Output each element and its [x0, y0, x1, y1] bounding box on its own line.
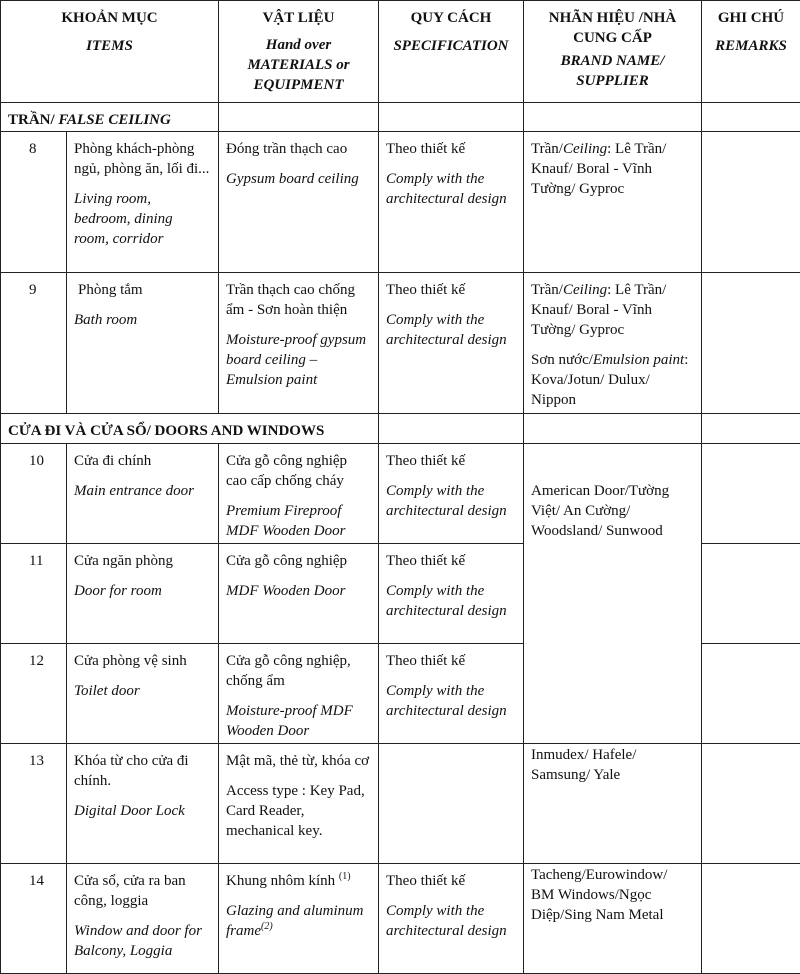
brand-cell: Trần/Ceiling: Lê Trần/ Knauf/ Boral - Vĩnh Tường/ Gyproc Sơn nước/Emulsion paint: Kova/Jotun/ Dulux/ Nippon [524, 273, 702, 414]
section-row-ceiling [1, 103, 800, 132]
row-number: 13 [1, 744, 67, 864]
item-cell: Khóa từ cho cửa đi chính. Digital Door Lock [67, 744, 219, 864]
row-number: 12 [1, 644, 67, 744]
spec-cell: Theo thiết kế Comply with the architectural design [379, 864, 524, 974]
brand-cell: Tacheng/Eurowindow/ BM Windows/Ngọc Diệp/Sing Nam Metal [524, 864, 702, 974]
material-cell: Đóng trần thạch cao Gypsum board ceiling [219, 132, 379, 273]
material-cell: Cửa gỗ công nghiệp cao cấp chống cháy Premium Fireproof MDF Wooden Door [219, 444, 379, 544]
item-cell: Phòng tắm Bath room [67, 273, 219, 414]
header-materials: VẬT LIỆU Hand over MATERIALS or EQUIPMENT [219, 1, 379, 103]
item-cell: Cửa phòng vệ sinh Toilet door [67, 644, 219, 744]
item-cell: Cửa sổ, cửa ra ban công, loggia Window and door for Balcony, Loggia [67, 864, 219, 974]
table-row [1, 864, 800, 974]
item-cell: Cửa đi chính Main entrance door [67, 444, 219, 544]
remarks-cell [702, 444, 800, 544]
material-cell: Cửa gỗ công nghiệp, chống ẩm Moisture-proof MDF Wooden Door [219, 644, 379, 744]
material-cell: Mật mã, thẻ từ, khóa cơ Access type : Key Pad, Card Reader, mechanical key. [219, 744, 379, 864]
header-row [1, 1, 800, 103]
header-items: KHOẢN MỤC ITEMS [1, 1, 219, 103]
spec-cell [379, 744, 524, 864]
remarks-cell [702, 744, 800, 864]
material-cell: Khung nhôm kính $^{(1)}$ Glazing and aluminum frame$^{(2)}$ [219, 864, 379, 974]
brand-cell-doors: American Door/Tường Việt/ An Cường/ Woodsland/ Sunwood [524, 444, 702, 744]
section-title-ceiling: TRẦN/ FALSE CEILING [1, 103, 219, 132]
spec-cell: Theo thiết kế Comply with the architectural design [379, 273, 524, 414]
table-row [1, 132, 800, 273]
remarks-cell [702, 864, 800, 974]
spec-cell: Theo thiết kế Comply with the architectural design [379, 132, 524, 273]
item-cell: Cửa ngăn phòng Door for room [67, 544, 219, 644]
header-remarks: GHI CHÚ REMARKS [702, 1, 800, 103]
material-cell: Cửa gỗ công nghiệp MDF Wooden Door [219, 544, 379, 644]
material-cell: Trần thạch cao chống ẩm - Sơn hoàn thiện Moisture-proof gypsum board ceiling – Emulsion paint [219, 273, 379, 414]
spec-cell: Theo thiết kế Comply with the architectural design [379, 644, 524, 744]
row-number: 9 [1, 273, 67, 414]
remarks-cell [702, 132, 800, 273]
brand-cell: Trần/Ceiling: Lê Trần/ Knauf/ Boral - Vĩnh Tường/ Gyproc [524, 132, 702, 273]
section-title-doors: CỬA ĐI VÀ CỬA SỔ/ DOORS AND WINDOWS [1, 414, 379, 444]
row-number: 11 [1, 544, 67, 644]
remarks-cell [702, 544, 800, 644]
header-specification: QUY CÁCH SPECIFICATION [379, 1, 524, 103]
brand-cell: Inmudex/ Hafele/ Samsung/ Yale [524, 744, 702, 864]
spec-cell: Theo thiết kế Comply with the architectural design [379, 444, 524, 544]
table-row [1, 444, 800, 544]
table-row [1, 744, 800, 864]
row-number: 14 [1, 864, 67, 974]
remarks-cell [702, 273, 800, 414]
table-row [1, 273, 800, 414]
remarks-cell [702, 644, 800, 744]
row-number: 8 [1, 132, 67, 273]
item-cell: Phòng khách-phòng ngủ, phòng ăn, lối đi... Living room, bedroom, dining room, corridor [67, 132, 219, 273]
row-number: 10 [1, 444, 67, 544]
spec-cell: Theo thiết kế Comply with the architectural design [379, 544, 524, 644]
header-brand: NHÃN HIỆU /NHÀ CUNG CẤP BRAND NAME/ SUPPLIER [524, 1, 702, 103]
section-row-doors [1, 414, 800, 444]
